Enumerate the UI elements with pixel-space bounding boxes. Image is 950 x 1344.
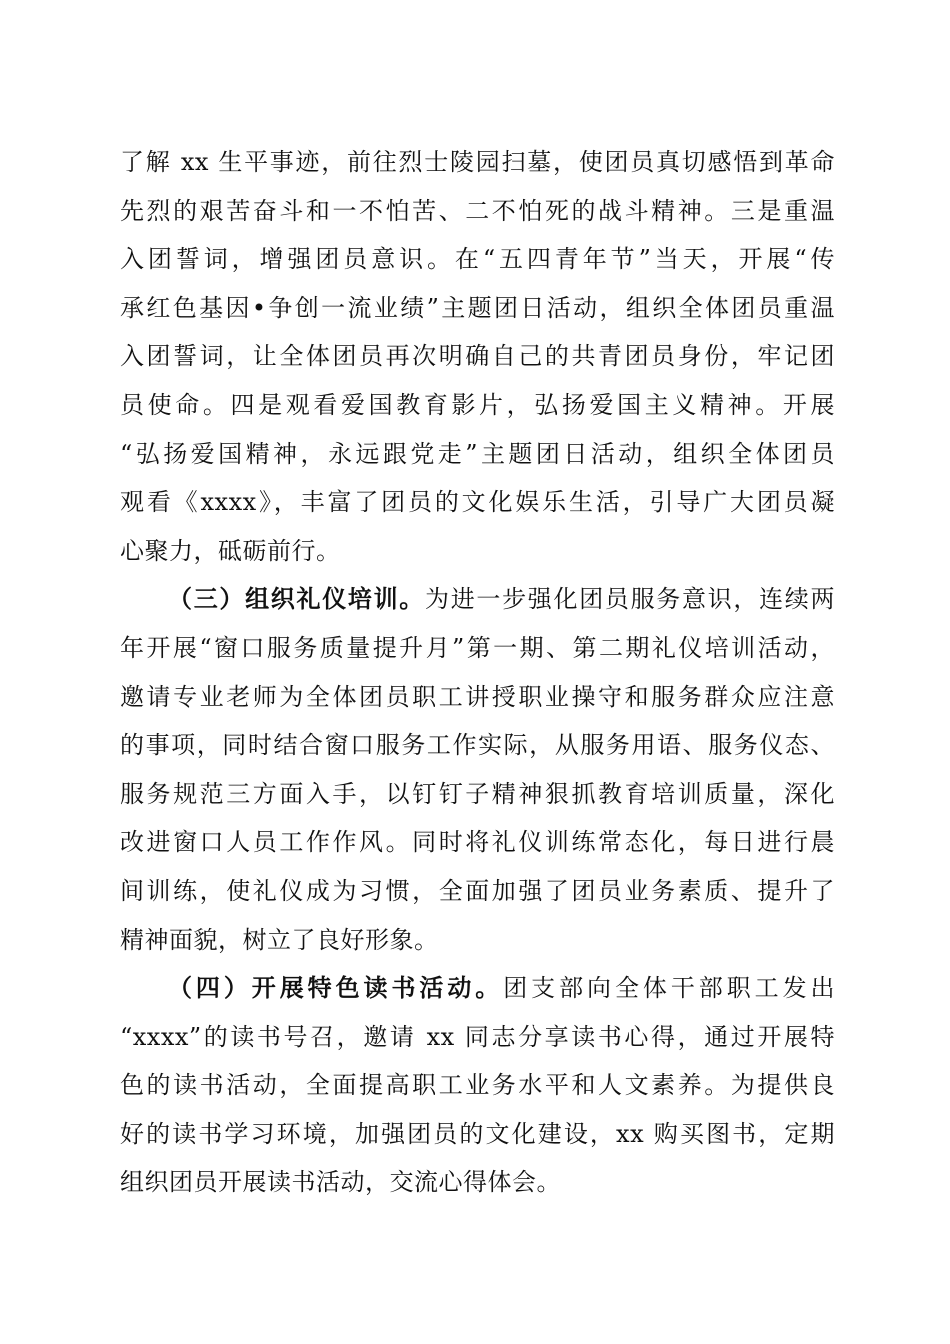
text-line: 精神面貌，树立了良好形象。 bbox=[120, 925, 439, 954]
text-line: 间训练，使礼仪成为习惯，全面加强了团员业务素质、提升了 bbox=[120, 876, 835, 905]
text-line: “弘扬爱国精神，永远跟党走”主题团日活动，组织全体团员 bbox=[120, 439, 835, 468]
text-line: 年开展“窗口服务质量提升月”第一期、第二期礼仪培训活动， bbox=[120, 633, 835, 662]
text-line: 的事项，同时结合窗口服务工作实际，从服务用语、服务仪态、 bbox=[120, 731, 835, 760]
text-line: 心聚力，砥砺前行。 bbox=[120, 536, 341, 565]
text-line: 好的读书学习环境，加强团员的文化建设，xx 购买图书，定期 bbox=[120, 1119, 835, 1148]
section-heading: （三）组织礼仪培训。 bbox=[168, 584, 425, 614]
section-heading: （四）开展特色读书活动。 bbox=[168, 973, 504, 1003]
document-body bbox=[120, 138, 835, 1207]
section-lead-text: 为进一步强化团员服务意识，连续两 bbox=[425, 585, 835, 614]
text-line: 服务规范三方面入手，以钉钉子精神狠抓教育培训质量，深化 bbox=[120, 779, 835, 808]
text-line: “xxxx”的读书号召，邀请 xx 同志分享读书心得，通过开展特 bbox=[120, 1022, 835, 1051]
text-line: 邀请专业老师为全体团员职工讲授职业操守和服务群众应注意 bbox=[120, 682, 835, 711]
text-line: 改进窗口人员工作作风。同时将礼仪训练常态化，每日进行晨 bbox=[120, 828, 835, 857]
text-line: 先烈的艰苦奋斗和一不怕苦、二不怕死的战斗精神。三是重温 bbox=[120, 196, 835, 225]
text-line: 观看《xxxx》，丰富了团员的文化娱乐生活，引导广大团员凝 bbox=[120, 488, 835, 517]
text-line: 了解 xx 生平事迹，前往烈士陵园扫墓，使团员真切感悟到革命 bbox=[120, 148, 835, 176]
text-line: 组织团员开展读书活动，交流心得体会。 bbox=[120, 1168, 561, 1197]
text-line: 承红色基因•争创一流业绩”主题团日活动，组织全体团员重温 bbox=[120, 293, 835, 322]
section-first-line bbox=[120, 575, 835, 624]
text-line: 入团誓词，让全体团员再次明确自己的共青团员身份，牢记团 bbox=[120, 342, 835, 371]
section-first-line bbox=[120, 964, 835, 1013]
text-line: 入团誓词，增强团员意识。在“五四青年节”当天，开展“传 bbox=[120, 245, 835, 274]
section-lead-text: 团支部向全体干部职工发出 bbox=[503, 974, 836, 1003]
text-line: 色的读书活动，全面提高职工业务水平和人文素养。为提供良 bbox=[120, 1071, 835, 1100]
text-line: 员使命。四是观看爱国教育影片，弘扬爱国主义精神。开展 bbox=[120, 390, 835, 419]
